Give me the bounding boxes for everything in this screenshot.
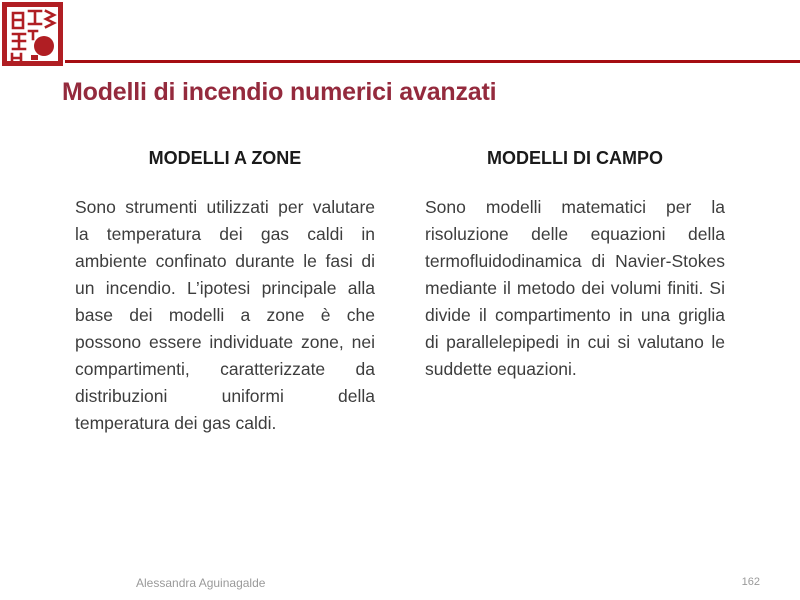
footer-author: Alessandra Aguinagalde bbox=[136, 576, 266, 590]
seal-stamp-icon bbox=[1, 1, 65, 68]
field-models-body: Sono modelli matematici per la risoluzione delle equazioni della termofluidodinamica di Navier-Stokes mediante il metodo dei volumi finiti. Si divide il compartimento in una griglia di parallelepipedi in cui si valutano le suddette equazioni. bbox=[425, 197, 725, 379]
footer-page-number: 162 bbox=[741, 576, 760, 588]
field-models-heading: MODELLI DI CAMPO bbox=[487, 148, 663, 168]
zone-models-heading: MODELLI A ZONE bbox=[148, 148, 302, 168]
zone-models-body: Sono strumenti utilizzati per valutare la temperatura dei gas caldi in ambiente confinato durante le fasi di un incendio. L’ipotesi principale alla base dei modelli a zone è che possono essere individuate zone, nei compartimenti, caratterizzate da distribuzioni uniformi della temperatura dei gas caldi. bbox=[75, 197, 375, 433]
two-column-layout bbox=[75, 148, 725, 437]
column-field-models bbox=[425, 148, 725, 437]
column-zone-models bbox=[75, 148, 375, 437]
slide-title: Modelli di incendio numerici avanzati bbox=[62, 78, 497, 106]
title-accent-rule bbox=[44, 60, 800, 63]
